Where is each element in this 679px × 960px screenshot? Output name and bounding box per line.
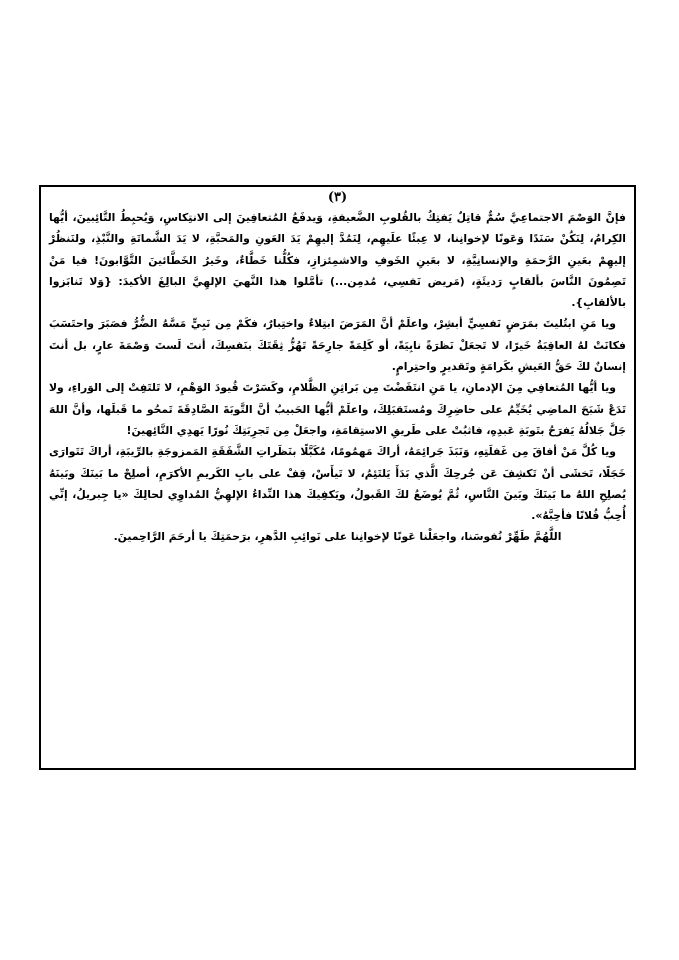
paragraph-addiction-recovery: ويا أيُّها المُتعافِي مِنَ الإدمانِ، يا مَنِ انتَفَضْتَ مِن بَراثِنِ الظَّلامِ، وكَسَرْتَ قُيودَ الوَهْمِ، لا تَلتَفِتْ إلى الوَراءِ، ولا تَدَعْ شَبَحَ الماضِي يُخَيِّمُ على حاضِرِكَ ومُستَقبَلِكَ، واعلَمْ أيُّها الحَبيبُ أنَّ التَّوبَةَ الصَّادِقَةَ تَمحُو ما قَبلَها، وأنَّ اللهَ جَلَّ جَلالُهُ يَفرَحُ بتَوبَةِ عَبدِهِ، فاثبُتْ على طَريقِ الاستِقامَةِ، واجعَلْ مِن تَجرِبَتِكَ نُورًا يَهدِي التَّائِهينَ! xyxy=(49,381,626,437)
page-frame xyxy=(39,185,636,770)
page-number: (٣) xyxy=(327,190,348,205)
paragraph-repentance: ويا كُلَّ مَنْ أفاقَ مِن غَفلَتِهِ، وَنَبَذَ جَرائِمَهُ، أراكَ مَهمُومًا، مُكَبَّلًا بنَظَراتِ الشَّفَقَةِ المَمزوجَةِ بالرِّيبَةِ، أراكَ تَتَوارَى خَجَلًا، تَخشَى أنْ تَكشِفَ عَن جُرحِكَ الَّذي بَدَأَ يَلتَئِمُ، لا تَيأَسْ، قِفْ على بابِ الكَريمِ الأكرَمِ، أصلِحْ ما بَينَكَ وبَينَهُ يُصلِحِ اللهُ ما بَينَكَ وبَينَ النَّاسِ، ثُمَّ يُوضَعُ لكَ القَبولُ، ويَكفِيكَ هذا النِّداءُ الإلهِيُّ المُداوِي لحالِكَ «يا جِبريلُ، إنِّي أُحِبُّ فُلانًا فأحِبَّهُ». xyxy=(49,445,626,523)
paragraph-mental-illness: ويا مَنِ ابتُليتَ بمَرَضٍ نَفسِيٍّ أبشِرْ، واعلَمْ أنَّ المَرَضَ ابتِلاءٌ واختِبارٌ، فكَمْ مِن نَبِيٍّ مَسَّهُ الضُّرُّ فصَبَرَ واحتَسَبَ فكانَتْ لهُ العاقِبَةُ خَيرًا، لا تَجعَلْ نَظرَةً نابِيَةً، أو كَلِمَةً جارِحَةً تَهُزُّ ثِقَتَكَ بنَفسِكَ، أنتَ لَستَ وَصْمَةَ عارٍ، بل أنتَ إنسانٌ لكَ حَقُّ العَيشِ بكَرامَةٍ وتَقديرٍ واحتِرامٍ. xyxy=(49,317,626,374)
closing-supplication: اللَّهُمَّ طَهِّرْ نُفوسَنا، واجعَلْنا عَونًا لإخوانِنا على نَوائِبِ الدَّهرِ، برَحمَتِكَ يا أرحَمَ الرَّاحِمينَ. xyxy=(113,530,562,544)
page-content xyxy=(49,207,626,548)
paragraph-social-stigma: فإنَّ الوَصْمَ الاجتماعِيَّ سُمٌّ قاتِلٌ يَفتِكُ بالقُلوبِ الضَّعيفةِ، وَيدفَعُ المُتعافِينَ إلى الانتِكاسِ، وَيُحبِطُ التَّائِبينَ، أيُّها الكِرامُ، لِنَكُنْ سَنَدًا وَعَونًا لإخوانِنا، لا عِبئًا علَيهِم، لِنَمُدَّ إليهِمْ يَدَ العَونِ والمَحبَّةِ، لا يَدَ الشَّماتَةِ والنَّبْذِ، ولنَنظُرْ إليهِمْ بعَينِ الرَّحمَةِ والإنسانِيَّةِ، لا بعَينِ الخَوفِ والاشمِئزازِ، فكُلُّنا خَطَّاءٌ، وخَيرُ الخَطَّائينَ التَّوَّابونَ! فيا مَنْ تَصِمُونَ النَّاسَ بألقابٍ رَديئَةٍ، (مَريض نَفسِي، مُدمِن...) تأمَّلوا هذا النَّهيَ الإلهِيَّ البالِغَ الأكيدَ: {وَلا تَنابَزوا بالألقابِ}. xyxy=(49,211,626,310)
